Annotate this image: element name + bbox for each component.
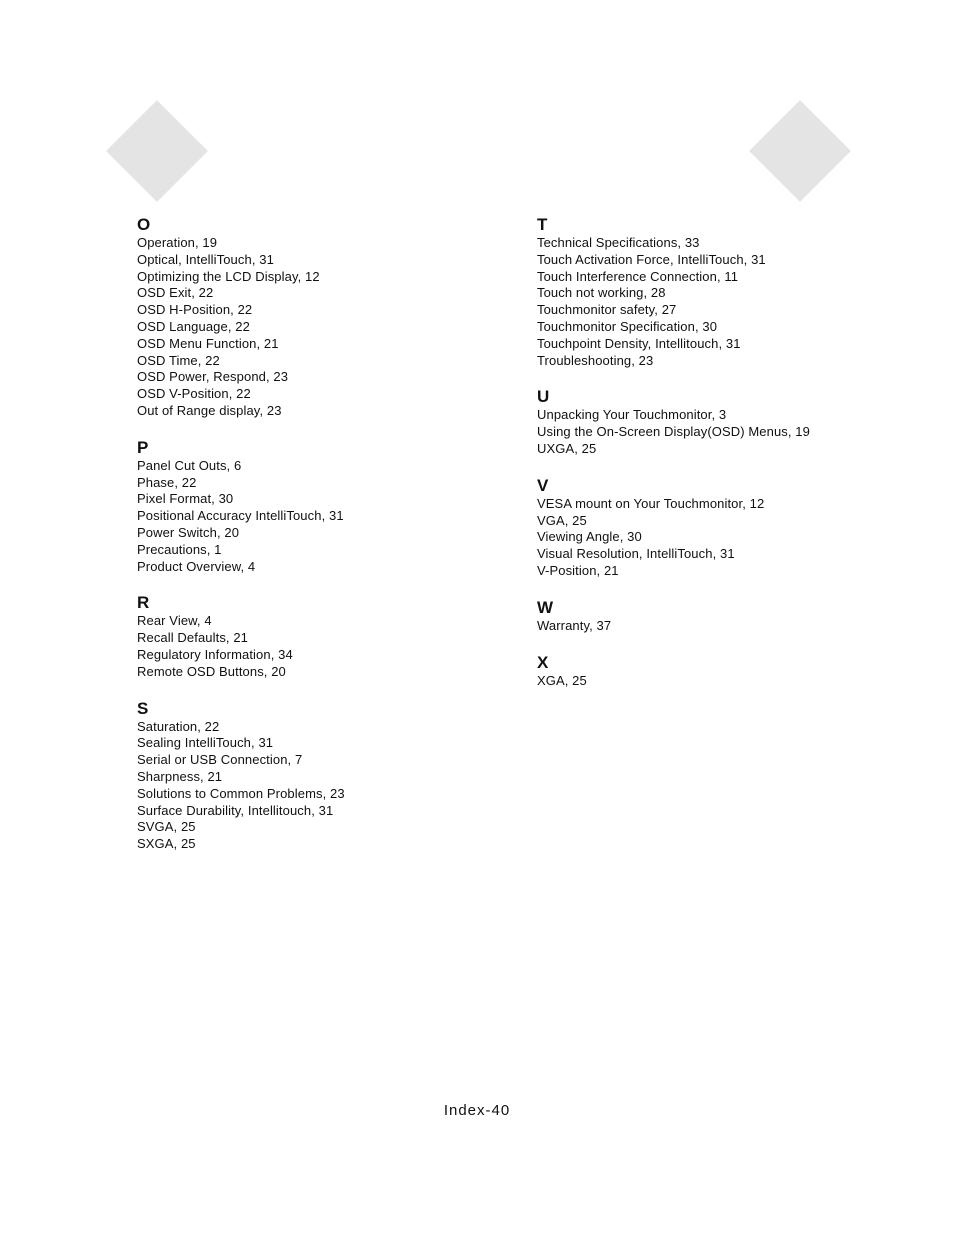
section-letter: V [537,475,549,495]
index-section [137,215,517,420]
index-entry: Touch not working, 28 [537,285,666,301]
index-entry: Saturation, 22 [137,718,220,734]
section-letter: S [137,698,149,718]
section-letter: T [537,215,548,234]
index-entry-list [537,496,917,580]
page-number: Index-40 [443,1102,511,1119]
index-entry: OSD H-Position, 22 [137,302,253,318]
index-section [537,387,917,457]
index-entry: Serial or USB Connection, 7 [137,752,303,768]
index-entry-list [537,673,917,690]
section-letter: U [537,387,550,407]
index-section [537,215,917,369]
index-entry: Phase, 22 [137,474,197,490]
index-entry: Rear View, 4 [137,613,212,629]
index-entry: VGA, 25 [537,512,587,528]
index-entry-list [537,407,917,457]
index-entry: Precautions, 1 [137,541,222,557]
index-entry-list [137,719,517,853]
index-entry: Panel Cut Outs, 6 [137,457,242,473]
index-entry: Unpacking Your Touchmonitor, 3 [537,407,727,423]
index-entry: SVGA, 25 [137,819,196,835]
section-letter: R [137,593,150,613]
index-entry: Touch Interference Connection, 11 [537,268,739,284]
index-entry: Viewing Angle, 30 [537,529,642,545]
index-entry: Remote OSD Buttons, 20 [137,663,286,679]
index-entry: V-Position, 21 [537,562,619,578]
index-entry: Touch Activation Force, IntelliTouch, 31 [537,251,766,267]
index-entry: Product Overview, 4 [137,558,256,574]
index-section [137,593,517,680]
index-entry-list [137,458,517,576]
index-entry: XGA, 25 [537,672,587,688]
section-letter: X [537,652,549,672]
index-section [137,438,517,576]
index-entry: Technical Specifications, 33 [537,235,700,250]
index-entry-list [137,613,517,680]
index-entry: Regulatory Information, 34 [137,646,293,662]
index-entry: Warranty, 37 [537,617,612,633]
index-section [537,598,917,635]
index-entry: Troubleshooting, 23 [537,352,654,368]
index-entry: UXGA, 25 [537,440,597,456]
index-entry: Operation, 19 [137,235,218,250]
index-entry: Solutions to Common Problems, 23 [137,785,345,801]
index-entry: Recall Defaults, 21 [137,630,249,646]
index-entry-list [137,235,517,420]
decorative-diamond-left [106,100,208,202]
index-entry: Optimizing the LCD Display, 12 [137,268,320,284]
section-letter: P [137,437,149,457]
section-letter: O [137,215,151,234]
index-entry: Using the On-Screen Display(OSD) Menus, 19 [537,424,810,440]
index-entry: Surface Durability, Intellitouch, 31 [137,802,334,818]
index-entry: Optical, IntelliTouch, 31 [137,251,274,267]
index-entry: OSD Power, Respond, 23 [137,369,289,385]
index-entry: OSD V-Position, 22 [137,386,251,402]
index-section [537,653,917,690]
index-entry: OSD Language, 22 [137,318,250,334]
index-entry: Out of Range display, 23 [137,402,282,418]
section-letter: W [537,597,554,617]
index-entry: SXGA, 25 [137,836,196,852]
index-entry: OSD Menu Function, 21 [137,335,279,351]
index-entry: Touchmonitor safety, 27 [537,302,677,318]
index-entry: Pixel Format, 30 [137,491,234,507]
index-entry: Sharpness, 21 [137,768,223,784]
index-entry: Visual Resolution, IntelliTouch, 31 [537,546,735,562]
index-column-right [537,215,917,707]
index-column-left [137,215,517,871]
index-entry: Touchpoint Density, Intellitouch, 31 [537,335,741,351]
index-entry: OSD Time, 22 [137,352,220,368]
index-entry: Sealing IntelliTouch, 31 [137,735,274,751]
index-entry: VESA mount on Your Touchmonitor, 12 [537,495,765,511]
index-entry-list [537,235,917,369]
index-section [537,476,917,580]
index-section [137,699,517,853]
index-entry: OSD Exit, 22 [137,285,214,301]
index-entry: Power Switch, 20 [137,524,240,540]
index-entry-list [537,618,917,635]
index-entry: Touchmonitor Specification, 30 [537,318,718,334]
index-entry: Positional Accuracy IntelliTouch, 31 [137,508,344,524]
decorative-diamond-right [749,100,851,202]
